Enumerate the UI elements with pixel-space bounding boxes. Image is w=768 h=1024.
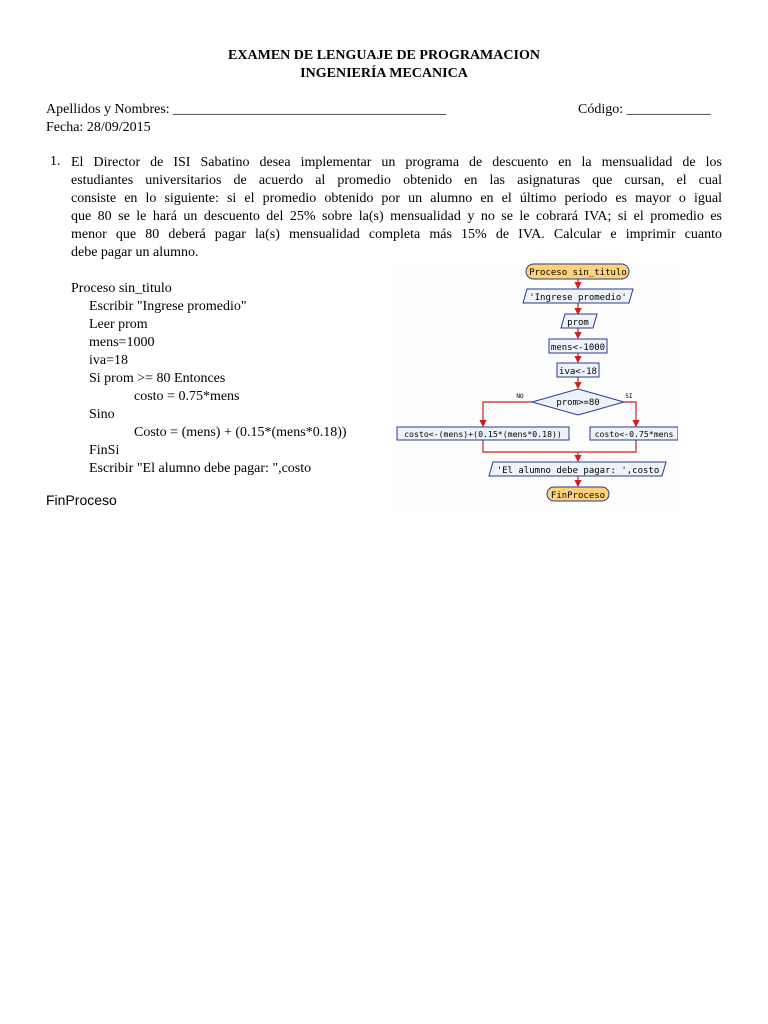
flow-branch-si-label: costo<-0.75*mens — [594, 429, 674, 439]
flow-output2-label: 'El alumno debe pagar: ',costo — [496, 466, 660, 476]
flow-arrow-no — [483, 402, 532, 426]
code-line-costo-si: costo = 0.75*mens — [134, 389, 240, 404]
question-line: menor que 80 deberá pagar la(s) mensualidad completa más 15% de IVA. Calcular e imprimir cuanto — [71, 227, 722, 242]
names-field: Apellidos y Nombres: _______________________________________ — [46, 102, 447, 117]
code-line-mens: mens=1000 — [89, 335, 155, 350]
question-text — [71, 154, 722, 262]
code-line-sino: Sino — [89, 407, 115, 422]
question-line: consiste en lo siguiente: si el promedio obtenido por un alumno en el último periodo es mayor o igual — [71, 191, 722, 206]
flow-si-label: SI — [625, 393, 633, 400]
flow-merge — [483, 440, 636, 452]
code-line-si: Si prom >= 80 Entonces — [89, 371, 226, 386]
code-line-leer: Leer prom — [89, 317, 148, 332]
code-line-proceso: Proceso sin_titulo — [71, 281, 172, 296]
exam-title: EXAMEN DE LENGUAJE DE PROGRAMACION — [228, 48, 540, 63]
flow-arrow-si — [624, 402, 636, 426]
flow-decision-label: prom>=80 — [556, 398, 600, 408]
flow-output1-label: 'Ingrese promedio' — [529, 293, 627, 303]
question-line: estudiantes universitarios de acuerdo al promedio obtenido en las asignaturas que cursan, el cual — [71, 173, 722, 188]
code-field: Código: ____________ — [578, 102, 711, 117]
flowchart — [393, 262, 678, 514]
code-line-escribir-result: Escribir "El alumno debe pagar: ",costo — [89, 461, 312, 476]
question-number: 1. — [50, 154, 61, 169]
flow-no-label: NO — [516, 393, 524, 400]
code-line-finsi: FinSi — [89, 443, 120, 458]
flow-end-label: FinProceso — [550, 491, 606, 501]
code-line-escribir: Escribir "Ingrese promedio" — [89, 299, 247, 314]
code-line-costo-no: Costo = (mens) + (0.15*(mens*0.18)) — [134, 425, 347, 440]
date-field: Fecha: 28/09/2015 — [46, 120, 151, 135]
exam-subtitle: INGENIERÍA MECANICA — [300, 66, 468, 81]
code-line-finproceso: FinProceso — [46, 492, 117, 508]
flow-branch-no-label: costo<-(mens)+(0.15*(mens*0.18)) — [404, 429, 562, 439]
question-line: que 80 se le hará un descuento del 25% sobre la(s) mensualidad y no se le cobrará IVA; si el promedio es — [71, 209, 722, 224]
question-line: El Director de ISI Sabatino desea implementar un programa de descuento en la mensualidad de los — [71, 155, 722, 170]
question-line: debe pagar un alumno. — [71, 245, 199, 260]
code-line-iva: iva=18 — [89, 353, 128, 368]
flow-input-label: prom — [567, 318, 589, 328]
flow-start-label: Proceso sin_titulo — [529, 268, 627, 278]
flow-assign2-label: iva<-18 — [559, 367, 597, 377]
flow-assign1-label: mens<-1000 — [550, 343, 606, 353]
